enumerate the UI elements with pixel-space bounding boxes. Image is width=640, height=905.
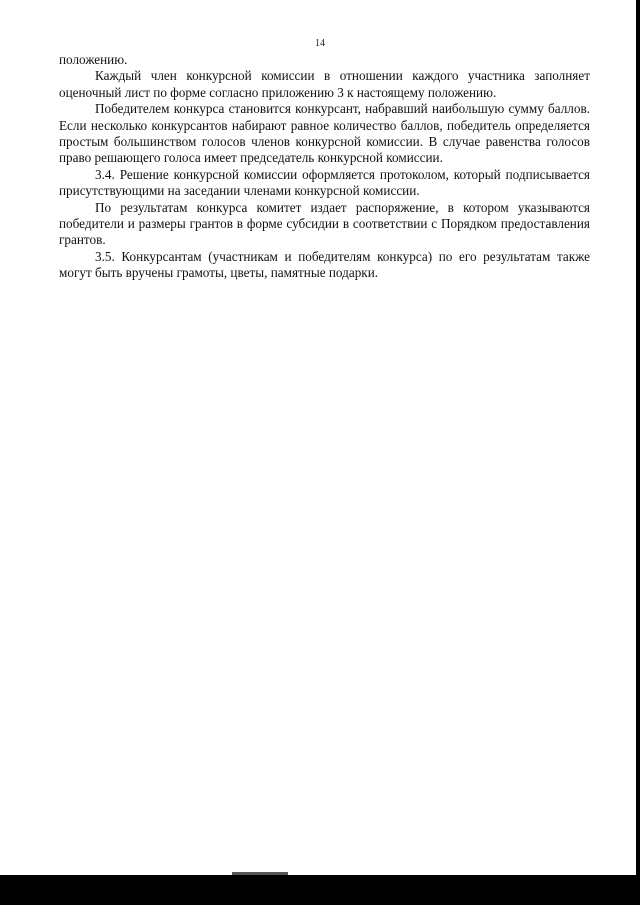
paragraph-section-3-4: 3.4. Решение конкурсной комиссии оформляется протоколом, который подписывается присутствующими на заседании членами конкурсной комиссии. (59, 166, 590, 199)
paragraph-evaluation-sheet: Каждый член конкурсной комиссии в отношении каждого участника заполняет оценочный лист по форме согласно приложению 3 к настоящему положению. (59, 68, 590, 100)
paragraph-section-3-5: 3.5. Конкурсантам (участникам и победителям конкурса) по его результатам также могут быть вручены грамоты, цветы, памятные подарки. (59, 248, 590, 281)
paragraph-continuation: положению. (59, 52, 128, 67)
document-body (59, 52, 590, 282)
paragraph-winner-rules: Победителем конкурса становится конкурсант, набравший наибольшую сумму баллов. Если несколько конкурсантов набирают равное количество баллов, победитель определяется простым большинством голосов членов конкурсной комиссии. В случае равенства голосов право решающего голоса имеет председатель конкурсной комиссии. (59, 101, 590, 166)
scan-footer-bar (0, 875, 640, 905)
scan-edge (636, 0, 640, 905)
page-number: 14 (315, 38, 325, 49)
scan-artifact (232, 872, 288, 875)
paragraph-committee-order: По результатам конкурса комитет издает распоряжение, в котором указываются победители и размеры грантов в форме субсидии в соответствии с Порядком предоставления грантов. (59, 199, 590, 248)
